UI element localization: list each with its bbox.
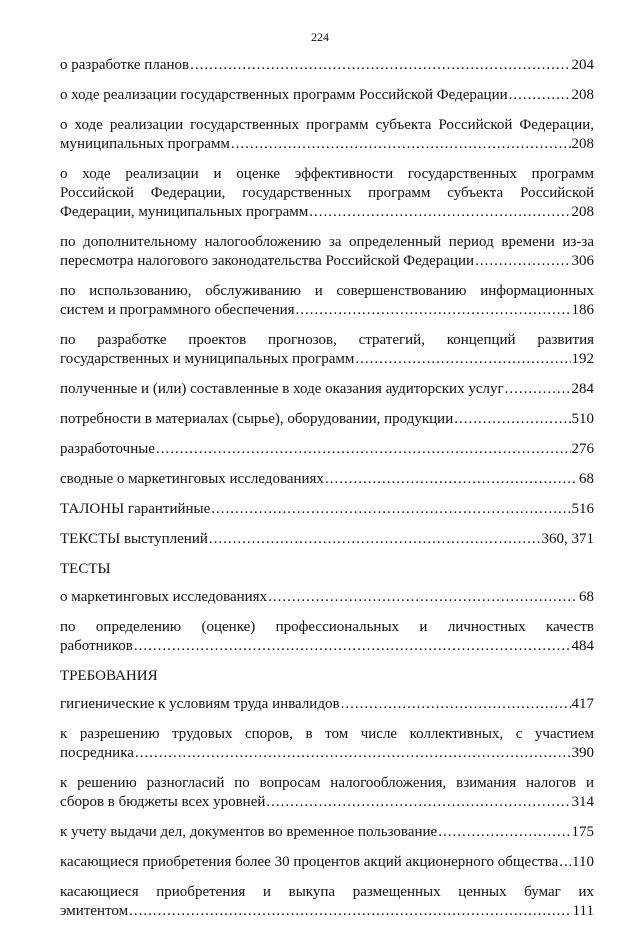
dot-leader — [134, 637, 571, 656]
page-reference: 284 — [571, 381, 594, 397]
entry-text: систем и программного обеспечения — [60, 302, 295, 318]
index-entry — [60, 165, 594, 222]
dot-leader — [438, 823, 570, 842]
dot-leader — [309, 203, 570, 222]
index-entry — [60, 56, 594, 75]
entry-text: гигиенические к условиям труда инвалидов — [60, 696, 340, 712]
page-reference: 111 — [572, 903, 594, 919]
page-reference: 110 — [572, 854, 594, 870]
page-reference: 68 — [579, 471, 594, 487]
entry-line: к решению разногласий по вопросам налогообложения, взимания налогов и — [60, 775, 594, 791]
index-entry — [60, 380, 594, 399]
entry-text: сводные о маркетинговых исследованиях — [60, 471, 324, 487]
entry-last-line — [60, 530, 594, 549]
index-entry — [60, 86, 594, 105]
entry-line: к разрешению трудовых споров, в том числе коллективных, с участием — [60, 726, 594, 742]
entry-text: о маркетинговых исследованиях — [60, 589, 268, 605]
entry-line: касающиеся приобретения и выкупа размещенных ценных бумаг их — [60, 884, 594, 900]
dot-leader — [505, 380, 571, 399]
entry-text: пересмотра налогового законодательства Российской Федерации — [60, 253, 475, 269]
index-entry — [60, 823, 594, 842]
index-entry — [60, 695, 594, 714]
entry-text: полученные и (или) составленные в ходе оказания аудиторских услуг — [60, 381, 504, 397]
entry-text: потребности в материалах (сырье), оборудовании, продукции — [60, 411, 454, 427]
dot-leader — [268, 588, 578, 607]
entry-text: о ходе реализации государственных программ Российской Федерации — [60, 87, 508, 103]
entry-text: касающиеся приобретения более 30 процентов акций акционерного общества — [60, 854, 559, 870]
index-entry — [60, 410, 594, 429]
dot-leader — [509, 86, 571, 105]
entry-text: посредника — [60, 745, 134, 761]
entry-last-line — [60, 695, 594, 714]
dot-leader — [325, 470, 578, 489]
dot-leader — [190, 56, 570, 75]
index-entry — [60, 500, 594, 519]
index-entry — [60, 331, 594, 369]
entry-text: ТЕКСТЫ выступлений — [60, 531, 208, 547]
index-entry — [60, 233, 594, 271]
dot-leader — [559, 853, 571, 872]
page-reference: 314 — [571, 794, 594, 810]
dot-leader — [454, 410, 570, 429]
dot-leader — [211, 500, 570, 519]
page-number: 224 — [311, 30, 329, 44]
entry-text: работников — [60, 638, 133, 654]
entry-text: разработочные — [60, 441, 155, 457]
page-reference: 306 — [571, 253, 594, 269]
entry-last-line — [60, 135, 594, 154]
entry-last-line — [60, 500, 594, 519]
index-entry — [60, 588, 594, 607]
entry-line: о ходе реализации государственных программ субъекта Российской Федерации, — [60, 117, 594, 133]
dot-leader — [266, 793, 570, 812]
entry-last-line — [60, 793, 594, 812]
entry-text: о разработке планов — [60, 57, 190, 73]
entry-line: по использованию, обслуживанию и совершенствованию информационных — [60, 283, 594, 299]
page-reference: 484 — [571, 638, 594, 654]
entry-last-line — [60, 301, 594, 320]
page-reference: 208 — [571, 87, 594, 103]
page-reference: 175 — [571, 824, 594, 840]
dot-leader — [296, 301, 571, 320]
page-reference: 68 — [579, 589, 594, 605]
entry-line: по определению (оценке) профессиональных и личностных качеств — [60, 619, 594, 635]
entry-last-line — [60, 637, 594, 656]
entry-last-line — [60, 410, 594, 429]
index-entry — [60, 440, 594, 459]
dot-leader — [209, 530, 541, 549]
entry-line: Российской Федерации, государственных программ субъекта Российской — [60, 185, 594, 201]
page-reference: 417 — [571, 696, 594, 712]
page-reference: 390 — [571, 745, 594, 761]
index-entry — [60, 774, 594, 812]
page-reference: 208 — [571, 204, 594, 220]
index-entry — [60, 116, 594, 154]
entry-text: государственных и муниципальных программ — [60, 351, 355, 367]
entry-last-line — [60, 853, 594, 872]
index-entry — [60, 530, 594, 549]
dot-leader — [475, 252, 570, 271]
entry-text: к учету выдачи дел, документов во временное пользование — [60, 824, 438, 840]
page-reference: 204 — [571, 57, 594, 73]
entry-last-line — [60, 350, 594, 369]
entry-text: муниципальных программ — [60, 136, 230, 152]
entry-line: по разработке проектов прогнозов, стратегий, концепций развития — [60, 332, 594, 348]
index-entry — [60, 282, 594, 320]
entry-last-line — [60, 744, 594, 763]
page-reference: 192 — [571, 351, 594, 367]
entry-last-line — [60, 86, 594, 105]
dot-leader — [156, 440, 571, 459]
entry-line: о ходе реализации и оценке эффективности государственных программ — [60, 166, 594, 182]
entry-last-line — [60, 203, 594, 222]
index-entry — [60, 883, 594, 921]
entry-last-line — [60, 252, 594, 271]
page-reference: 510 — [571, 411, 594, 427]
dot-leader — [355, 350, 570, 369]
entry-last-line — [60, 440, 594, 459]
page-reference: 186 — [571, 302, 594, 318]
index-entry — [60, 725, 594, 763]
index-entry — [60, 470, 594, 489]
entry-text: ТАЛОНЫ гарантийные — [60, 501, 211, 517]
dot-leader — [135, 744, 571, 763]
entry-text: сборов в бюджеты всех уровней — [60, 794, 266, 810]
index-list — [60, 56, 594, 932]
entry-last-line — [60, 56, 594, 75]
entry-last-line — [60, 470, 594, 489]
index-entry — [60, 853, 594, 872]
index-heading: ТРЕБОВАНИЯ — [60, 668, 158, 684]
entry-last-line — [60, 380, 594, 399]
index-heading: ТЕСТЫ — [60, 561, 111, 577]
dot-leader — [231, 135, 571, 154]
entry-text: Федерации, муниципальных программ — [60, 204, 309, 220]
page-reference: 276 — [571, 441, 594, 457]
entry-text: эмитентом — [60, 903, 129, 919]
dot-leader — [341, 695, 571, 714]
entry-line: по дополнительному налогообложению за определенный период времени из-за — [60, 234, 594, 250]
entry-last-line — [60, 588, 594, 607]
page-reference: 360, 371 — [541, 531, 594, 547]
page-reference: 516 — [571, 501, 594, 517]
entry-last-line — [60, 823, 594, 842]
page-reference: 208 — [571, 136, 594, 152]
index-entry — [60, 618, 594, 656]
